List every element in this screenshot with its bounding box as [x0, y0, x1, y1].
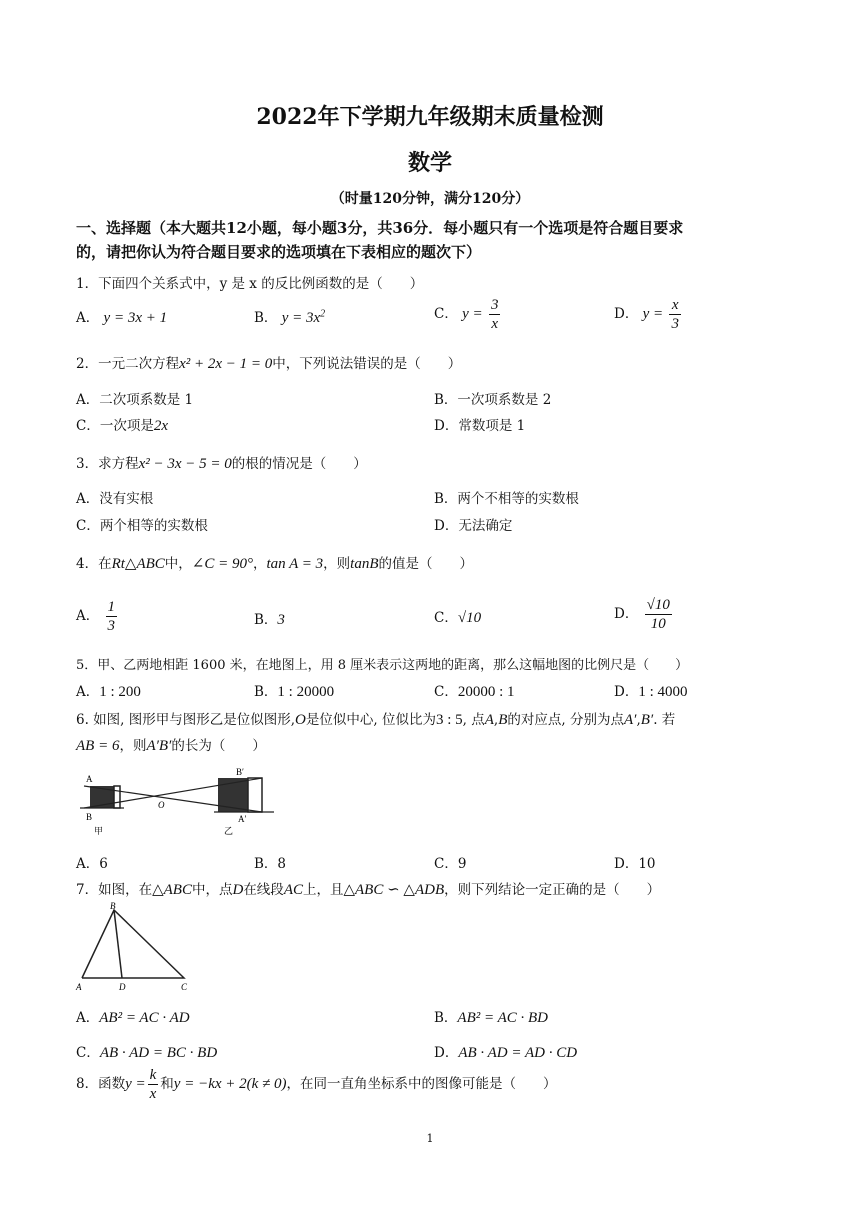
option-label: A． — [76, 684, 100, 700]
option-math: AB² = AC · AD — [99, 1010, 190, 1026]
q1-option-b — [254, 306, 325, 327]
option-label: A． — [76, 608, 100, 624]
option-math: 1 : 200 — [99, 684, 141, 700]
q5-option-a — [76, 680, 141, 701]
stem-text: 4．在 — [76, 556, 112, 572]
stem-math: A — [484, 712, 494, 728]
stem-math: △ABC ∽ △ADB — [343, 882, 445, 898]
fraction-numerator: √10 — [646, 597, 670, 613]
fraction-denominator: x — [491, 316, 499, 332]
option-label: B． — [254, 310, 278, 326]
stem-math: O — [295, 712, 306, 728]
q4-option-d — [614, 596, 674, 633]
stem-math: Rt△ABC — [111, 556, 165, 572]
stem-text: 2．一元二次方程 — [76, 356, 180, 372]
q3-option-d: D．无法确定 — [434, 518, 513, 534]
q6-option-b — [254, 852, 286, 872]
stem-text: , — [636, 712, 641, 728]
q1-option-a — [76, 306, 167, 327]
q3-option-b: B．两个不相等的实数根 — [434, 491, 579, 507]
stem-text: 中，下列说法错误的是（ ） — [272, 356, 462, 372]
stem-math: tanB — [350, 556, 379, 572]
option-label: C． — [434, 856, 458, 872]
shape-jia-edge — [114, 786, 120, 808]
q2-option-a: A．二次项系数是 1 — [76, 392, 194, 408]
stem-math: AB = 6 — [76, 738, 120, 754]
stem-text: ，则 — [119, 738, 147, 754]
q7-option-a — [76, 1006, 190, 1027]
stem-math: A′B′ — [146, 738, 172, 754]
option-math: AB · AD = BC · BD — [99, 1045, 218, 1061]
stem-text: 中， — [164, 556, 192, 572]
stem-text: 3．求方程 — [76, 456, 139, 472]
option-exponent: 2 — [320, 308, 326, 320]
option-label: B． — [254, 856, 278, 872]
question-7-stem — [76, 878, 660, 899]
label-A-prime: A′ — [238, 814, 247, 824]
option-label: C．一次项是 — [76, 418, 154, 434]
q3-option-a: A．没有实根 — [76, 491, 154, 507]
label-A: A — [76, 982, 82, 992]
option-math: y = — [462, 306, 483, 322]
stem-text: 6. 如图, 图形甲与图形乙是位似图形, — [76, 712, 296, 728]
section-heading-line1: 一、选择题（本大题共12小题，每小题3分，共36分．每小题只有一个选项是符合题目要求 — [76, 219, 684, 237]
option-math: y = — [642, 306, 664, 322]
option-math: 1 : 20000 — [277, 684, 335, 700]
option-label: A． — [76, 856, 100, 872]
option-label: A． — [76, 310, 100, 326]
option-label: B． — [254, 684, 278, 700]
label-C: C — [181, 982, 188, 992]
option-math: AB² = AC · BD — [457, 1010, 549, 1026]
stem-text: ，在同一直角坐标系中的图像可能是（ ） — [286, 1076, 557, 1092]
stem-text: 的对应点, 分别为点 — [507, 712, 624, 728]
label-D: D — [119, 982, 126, 992]
page-number: 1 — [426, 1132, 434, 1145]
fraction-denominator: 3 — [671, 316, 679, 332]
shape-yi-edge — [248, 778, 262, 812]
stem-text: 的根的情况是（ ） — [231, 456, 367, 472]
q3-option-c: C．两个相等的实数根 — [76, 518, 208, 534]
option-math: 1 : 4000 — [638, 684, 688, 700]
q7-option-d — [434, 1041, 577, 1062]
fraction-denominator: x — [149, 1086, 157, 1102]
triangle-ABC — [82, 910, 184, 978]
question-5-stem: 5．甲、乙两地相距 1600 米，在地图上，用 8 厘米表示这两地的距离，那么这幅地图的比例尺是（ ） — [76, 658, 689, 673]
option-label: D． — [614, 684, 639, 700]
option-value: 8 — [277, 856, 287, 872]
option-math: AB · AD = AD · CD — [458, 1045, 578, 1061]
stem-text: 8．函数 — [76, 1076, 126, 1092]
stem-text: . 若 — [653, 712, 676, 728]
q5-option-b — [254, 680, 334, 701]
q6-homothety-figure — [78, 766, 278, 838]
stem-text: 的长为（ ） — [171, 738, 266, 754]
q2-option-c — [76, 414, 168, 435]
q5-option-c — [434, 680, 515, 701]
stem-text: , — [493, 712, 499, 728]
exam-time-info: （时量120分钟，满分120分） — [330, 191, 530, 207]
option-label: B． — [434, 1010, 458, 1026]
option-label: C． — [434, 610, 458, 626]
stem-text: ，则下列结论一定正确的是（ ） — [444, 882, 661, 898]
label-B-prime: B′ — [236, 767, 244, 777]
stem-text: ， — [253, 556, 267, 572]
stem-math: D — [232, 882, 244, 898]
option-label: D． — [434, 1045, 459, 1061]
q6-option-a — [76, 852, 108, 872]
q7-option-c — [76, 1041, 217, 1062]
option-value: 9 — [457, 856, 467, 872]
q2-option-d: D．常数项是 1 — [434, 418, 526, 434]
stem-text: 的值是（ ） — [378, 556, 474, 572]
stem-math: A′ — [623, 712, 637, 728]
stem-text: ，则 — [323, 556, 351, 572]
option-label: A． — [76, 1010, 100, 1026]
label-jia: 甲 — [94, 826, 104, 836]
stem-text: 7．如图，在 — [76, 882, 153, 898]
q6-option-d — [614, 852, 656, 872]
stem-text: 中，点 — [191, 882, 233, 898]
q1-option-d — [614, 296, 683, 333]
stem-text: 上，且 — [302, 882, 344, 898]
stem-math: 3 : 5 — [435, 712, 463, 728]
q1-option-c — [434, 296, 502, 333]
option-math: 20000 : 1 — [457, 684, 515, 700]
option-value: 10 — [638, 856, 656, 872]
stem-math: x² + 2x − 1 = 0 — [179, 356, 273, 372]
fraction-numerator: k — [149, 1067, 157, 1083]
q4-option-b — [254, 608, 285, 629]
question-3-stem — [76, 452, 367, 473]
q6-option-c — [434, 852, 466, 872]
question-1-stem: 1．下面四个关系式中，y 是 x 的反比例函数的是（ ） — [76, 276, 424, 292]
stem-text: , 点 — [462, 712, 485, 728]
label-A: A — [86, 774, 93, 784]
option-math: 3 — [277, 612, 285, 628]
option-label: D． — [614, 856, 639, 872]
exam-title: 2022年下学期九年级期末质量检测 — [256, 104, 604, 130]
stem-math: tan A = 3 — [266, 556, 324, 572]
q7-triangle-figure — [74, 902, 194, 992]
stem-math: y = — [125, 1076, 146, 1092]
question-2-stem — [76, 352, 461, 373]
stem-math: x² − 3x − 5 = 0 — [138, 456, 232, 472]
fraction-numerator: 1 — [107, 599, 116, 615]
option-math: √10 — [457, 610, 482, 626]
option-label: D． — [614, 606, 639, 622]
segment-BD — [114, 910, 122, 978]
label-B: B — [110, 902, 116, 911]
section-heading-line2: 的，请把你认为符合题目要求的选项填在下表相应的题次下） — [76, 243, 482, 261]
section-heading — [76, 216, 796, 264]
option-math: 2x — [153, 418, 169, 434]
option-value: 6 — [99, 856, 108, 872]
option-label: B． — [254, 612, 278, 628]
q5-option-d — [614, 680, 688, 701]
option-math: y = 3x + 1 — [103, 310, 168, 326]
label-O: O — [158, 800, 165, 810]
q2-option-b: B．一次项系数是 2 — [434, 392, 552, 408]
q4-option-a — [76, 598, 119, 635]
fraction-denominator: 3 — [107, 618, 116, 634]
stem-text: 和 — [160, 1076, 174, 1092]
option-label: C． — [434, 684, 458, 700]
option-label: D． — [614, 306, 639, 322]
label-yi: 乙 — [224, 826, 234, 836]
question-6-stem-line1 — [76, 708, 675, 729]
q4-option-c — [434, 606, 481, 627]
stem-math: y = −kx + 2(k ≠ 0) — [173, 1076, 287, 1092]
label-B: B — [86, 812, 93, 822]
stem-text: 在线段 — [243, 882, 284, 898]
stem-math: ∠C = 90° — [191, 556, 253, 572]
question-4-stem — [76, 552, 473, 573]
q7-option-b — [434, 1006, 548, 1027]
stem-text: 是位似中心, 位似比为 — [305, 712, 436, 728]
question-8-stem — [76, 1066, 557, 1103]
question-6-stem-line2 — [76, 734, 266, 755]
fraction-denominator: 10 — [650, 616, 666, 632]
option-math: y = 3x — [281, 310, 321, 326]
option-label: C． — [434, 306, 458, 322]
stem-math: △ABC — [152, 882, 192, 898]
stem-math: AC — [283, 882, 303, 898]
stem-math: B — [498, 712, 508, 728]
stem-math: B′ — [640, 712, 654, 728]
option-label: C． — [76, 1045, 100, 1061]
exam-subject: 数学 — [407, 150, 452, 176]
fraction-numerator: 3 — [490, 297, 499, 313]
fraction-numerator: x — [669, 296, 681, 315]
